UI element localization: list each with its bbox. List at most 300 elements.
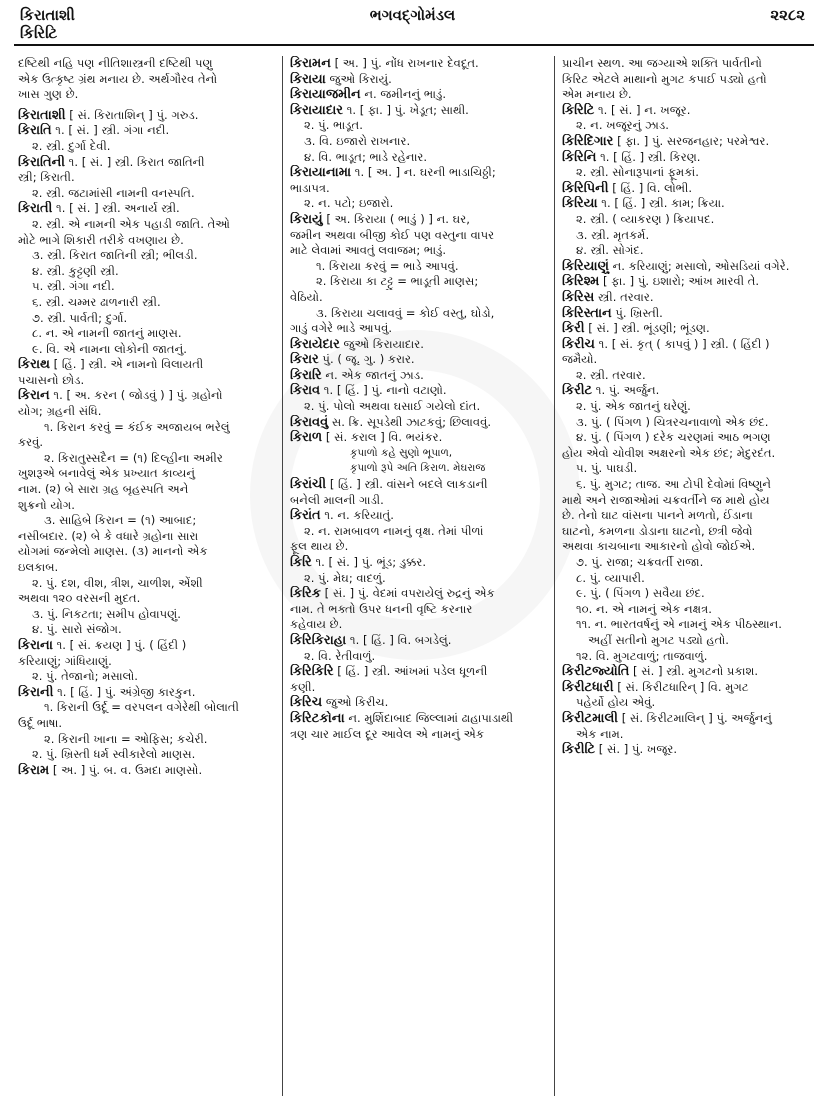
definition-text: અથવા કાચબાના આકારનો હોવો જોઈએ. [562,539,756,554]
definition-text: ૩. સ્ત્રી. મૃતકર્મ. [576,227,650,242]
headword: કિરીટ [562,383,593,399]
entry-line [290,415,546,431]
column-1 [18,56,274,1096]
headword: કિરાર [290,352,319,368]
definition-text: પચાસનો છોડ. [18,372,85,387]
definition-text: એક નામ. [576,726,624,741]
text-line [290,274,546,290]
text-line [18,482,274,498]
headword: કિરિયાણું [562,258,609,274]
entry-line [562,742,812,758]
entry-line [562,274,812,290]
text-line [290,446,546,462]
text-line [562,555,812,571]
text-line [562,539,812,555]
text-line [18,295,274,311]
text-line [562,477,812,493]
definition-text: ૫. સ્ત્રી. ગંગા નદી. [32,279,115,294]
definition-text: ૧૧. ન. ભારતવર્ષનું એ નામનું એક પીઠસ્થાન. [576,617,782,632]
definition-text: [ અ. ] પું. નોંધ રાખનાર દેવદૂત. [330,56,479,70]
definition-text: ઘાટનો, કમળના ડોડાના ઘાટનો, છત્રી જેવો [562,523,753,538]
definition-text: [ સં. ] સ્ત્રી. ભૂંડણી; ભૂંડણ. [584,321,710,336]
text-line [290,290,546,306]
definition-text: ૩. વિ. ઇજારો રાખનાર. [304,133,411,148]
definition-text: કણી. [290,679,316,694]
text-line [18,311,274,327]
headword: કિરાન [18,388,50,404]
definition-text: ૩. કિરાયા ચલાવવું = કોઈ વસ્તુ, ઘોડો, [316,305,495,320]
definition-text: પ્રાચીન સ્થળ. આ જગ્યાએ શક્તિ પાર્વતીનો [562,56,762,70]
headword: કિરિસ [562,289,595,305]
entry-line [290,72,546,88]
headword: કિરિક [290,586,321,602]
headword: કિરાતિ [18,123,52,139]
definition-text: ૯. પું. ( પિંગળ ) સવૈયા છંદ. [576,586,705,601]
entry-line [290,664,546,680]
text-line [562,571,812,587]
text-line [18,420,274,436]
guide-word-last: કિરિટિ [20,24,58,42]
headword: કિરીચ [562,336,595,352]
entry-line [562,383,812,399]
definition-text: ૧. [ સં. કૃત્ ( કાપવું ) ] સ્ત્રી. ( હિંદી ) [594,336,770,351]
headword: કિરાળ [290,430,323,446]
text-line [18,87,274,103]
text-line [562,228,812,244]
definition-text: ૩. પું. ( પિંગળ ) ચિત્રરચનાવાળો એક છંદ. [576,414,769,429]
definition-text: ૧. કિરાની ઉર્દૂ = વરપલન વગેરેથી બોલાતી [44,700,239,715]
definition-text: ૨. પું. તેજાનો; મસાલો. [32,669,138,684]
definition-text: પું. ખ્રિસ્તી. [611,305,663,320]
text-line [18,732,274,748]
text-line [18,498,274,514]
headword: કિરીટધારી [562,679,614,695]
entry-line [18,685,274,701]
entry-line [18,201,274,217]
definition-text: ૭. સ્ત્રી. પાર્વતી; દુર્ગા. [32,310,128,325]
definition-text: અથવા ૧૨૦ વરસની મુદત. [18,591,141,606]
definition-text: ૫. પું. પાઘડી. [576,461,638,476]
definition-text: [ અ. કિરાયા ( ભાડું ) ] ન. ઘર, [322,211,470,226]
headword: કિરિસ્તાન [562,305,612,321]
entry-line [290,508,546,524]
definition-text: નસીબદાર. (૨) બે કે વધારે ગ્રહોના સારા [18,528,199,543]
definition-text: ન. મુર્શિદાબાદ જિલ્લામાં ઢાહાપાડાથી [344,710,514,725]
headword: કિરાતિની [18,154,65,170]
entry-line [290,633,546,649]
text-line [562,118,812,134]
entry-line [290,711,546,727]
definition-text: [ ફા. ] પું. ઇશારો; આંખ મારવી તે. [599,274,760,289]
definition-text: વેઠિયો. [290,289,323,304]
headword: કિરારિ [290,367,322,383]
headword: કિરાયાનામા [290,165,352,181]
definition-text: [ સં. કિરાતાશિન્ ] પું. ગરુડ. [65,107,199,122]
text-line [18,279,274,295]
definition-text: હોય એવો ચોવીશ અક્ષરનો એક છંદ; મેદુરદંત. [562,445,776,460]
text-line [290,617,546,633]
definition-text: ૨. પું. દશ, વીશ, ત્રીશ, ચાળીશ, એંશી [32,575,203,590]
text-line [290,118,546,134]
definition-text: ૨. કિરાની ખાના = ઓફિસ; કચેરી. [44,731,208,746]
text-line [18,544,274,560]
text-line [18,233,274,249]
headword: કિરાના [18,637,53,653]
text-line [562,165,812,181]
entry-line [562,134,812,150]
definition-text: નામ. તે ભક્તો ઉપર ધનની વૃષ્ટિ કરનાર [290,601,473,616]
definition-text: ૪. પું. ( પિંગળ ) દરેક ચરણમાં આઠ ભગણ [576,430,771,445]
column-3 [562,56,812,1096]
entry-line [562,196,812,212]
headword: કિરામ [18,762,50,778]
definition-text: સ્ત્રી. તરવાર. [594,289,654,304]
definition-text: માથે અને રાજાઓમાં ચક્રવર્તીને જ માથે હોય [562,492,770,507]
page-header [0,4,825,46]
headword: કિરાંત [290,508,321,524]
text-line [290,571,546,587]
definition-text: ૬. સ્ત્રી. ચમ્મર ઢાળનારી સ્ત્રી. [32,294,161,309]
headword: કિરાયાદાર [290,102,344,118]
definition-text: અહીં સતીનો મુગટ પડ્યો હતો. [588,632,729,647]
definition-text: ૨. પું. ખ્રિસ્તી ધર્મ સ્વીકારેલો માણસ. [32,747,196,762]
text-line [290,461,546,477]
text-line [290,524,546,540]
definition-text: કરિયાણું; ગાંધિયાણું. [18,653,112,668]
text-line [562,493,812,509]
definition-text: સ. ક્રિ. સૂપડેથી ઝાટકવું; છિલાવવું. [328,414,491,429]
entry-line [290,368,546,384]
definition-text: ૧. [ અ. ] ન. ઘરની ભાડાચિઠ્ઠી; [351,165,496,180]
text-line [562,633,812,649]
text-line [290,306,546,322]
definition-text: ૨. સ્ત્રી. એ નામની એક પહાડી જાતિ. તેઓ [32,216,231,231]
text-line [18,342,274,358]
headword: કિરાવવું [290,414,329,430]
text-line [562,446,812,462]
text-line [18,264,274,280]
definition-text: યોગમાં જન્મેલો માણસ. (૩) માનનો એક [18,544,208,559]
text-line [18,654,274,670]
definition-text: ૮. ન. એ નામની જાતનું માણસ. [32,326,182,341]
definition-text: એમ મનાય છે. [562,87,632,102]
definition-text: ૨. ન. ખજૂરનું ઝાડ. [576,118,669,133]
text-line [290,680,546,696]
definition-text: [ હિં. ] વિ. લોભી. [608,180,693,195]
text-line [562,524,812,540]
definition-text: ૧. કિરાયા કરવું = ભાડે આપવું. [316,258,459,273]
definition-text: દષ્ટિથી નહિ પણ નીતિશાસ્ત્રની દષ્ટિથી પણુ [18,56,213,70]
entry-line [562,321,812,337]
text-line [18,669,274,685]
text-line [562,430,812,446]
text-line [18,716,274,732]
definition-text: ૨. કિરાયા કા ટટ્ટુ = ભાડૂતી માણસ; [316,274,479,289]
text-line [290,134,546,150]
entry-line [562,259,812,275]
text-line [562,352,812,368]
definition-text: ન. કરિયાણું; મસાલો, ઓસડિયાં વગેરે. [608,258,790,273]
text-line [18,576,274,592]
definition-text: ૬. પું. મુગટ; તાજ. આ ટોપી દેવોમાં વિષ્ણુને [576,477,772,492]
text-line [562,727,812,743]
definition-text: કહેવાય છે. [290,617,343,632]
definition-text: પહેર્યો હોય એવું. [576,695,656,710]
definition-text: બનેલી માલની ગાડી. [290,492,384,507]
text-line [290,602,546,618]
definition-text: ઇલકાબ. [18,560,59,574]
text-line [18,451,274,467]
headword: કિરિશ્મ [562,274,600,290]
headword: કિરિપિની [562,180,609,196]
text-line [562,586,812,602]
column-divider [282,56,283,1096]
entry-line [290,555,546,571]
column-2 [290,56,546,1096]
text-line [562,649,812,665]
definition-text: ૨. ન. રામબાવળ નામનું વૃક્ષ. તેમાં પીળાં [304,523,484,538]
definition-text: શુક્રનો યોગ. [18,497,75,512]
entry-line [290,383,546,399]
text-line [18,404,274,420]
definition-text: ૨. પું. ભાડૂત. [304,118,363,133]
definition-text: છે. તેનો ઘાટ વાંસના પાનને મળતો, ઈંડાના [562,508,753,523]
definition-text: [ સં. કિરીટધારિન્ ] વિ. મુગટ [613,679,749,694]
definition-text: ૯. વિ. એ નામના લોકોની જાતનું. [32,341,187,356]
definition-text: [ ફા. ] પું. સરજનહાર; પરમેશ્વર. [613,133,770,148]
definition-text: [ હિં. ] સ્ત્રી. એ નામનો વિલાયતી [50,357,204,372]
definition-text: મોટે ભાગે શિકારી તરીકે વખણાય છે. [18,232,184,247]
text-line [18,217,274,233]
guide-word-first: કિરાતાશી [20,6,75,24]
definition-text: કૃપાળો રૂપે અતિ કિરાળ. મેઘરાજ [350,462,486,475]
entry-line [18,155,274,171]
text-line [562,243,812,259]
text-line [562,415,812,431]
text-line [290,321,546,337]
definition-text: ૩. પું. નિકટતા; સમીપ હોવાપણું. [32,606,181,621]
entry-line [18,108,274,124]
headword: કિરિ [290,555,312,570]
definition-text: [ સં. કરાલ ] વિ. ભયંકર. [322,430,443,445]
entry-line [562,150,812,166]
entry-line [290,695,546,711]
definition-text: ૨. પું. પોલો અથવા ઘસાઈ ગયેલો દાંત. [304,399,481,414]
definition-text: ગાડું વગેરે ભાડે આપવું. [290,321,393,336]
headword: કિરાયાજમીન [290,87,361,103]
text-line [290,399,546,415]
definition-text: ૨. ન. પટો; ઇજારો. [304,196,394,211]
text-line [18,466,274,482]
definition-text: ૧. [ હિં. ] પું. અંગ્રેજી કારકુન. [53,684,196,699]
definition-text: જમૈયો. [562,352,598,367]
text-line [562,368,812,384]
definition-text: ૩. સ્ત્રી. કિરાત જાતિની સ્ત્રી; ભીલડી. [32,248,198,263]
definition-text: જુઓ કિરાયાદાર. [339,336,424,351]
definition-text: ૨. પું. એક જાતનું ઘરેણું. [576,399,691,414]
text-line [18,72,274,88]
definition-text: ૧. [ હિં. ] સ્ત્રી. કિરણ. [596,149,701,164]
definition-text: [ સં. કિરીટમાલિન્ ] પું. અર્જુનનું [618,710,772,725]
text-line [562,87,812,103]
text-line [562,212,812,228]
entry-line [290,477,546,493]
headword: કિરિકિરિ [290,664,334,680]
definition-text: ન. જમીનનું ભાડું. [360,87,447,102]
text-line [290,539,546,555]
definition-text: ૮. પું. વ્યાપારી. [576,570,645,585]
entry-line [562,337,812,353]
definition-text: [ હિં. ] સ્ત્રી. આંખમાં પડેલ ધૂળની [333,664,488,679]
text-line [18,373,274,389]
definition-text: ૧. [ સં. ] ન. ખજૂર. [594,102,691,117]
definition-text: ખાસ ગુણ છે. [18,87,79,102]
headword: કિરામન [290,56,331,71]
definition-text: માટે લેવામાં આવતું લવાજમ; ભાડું. [290,243,447,258]
text-line [18,700,274,716]
definition-text: પું. ( જૂ. ગુ. ) કરાર. [318,352,415,367]
definition-text: ૨. કિરાતુસ્સદૈન = (૧) દિલ્હીના અમીર [44,450,223,465]
entry-line [18,357,274,373]
entry-line [562,103,812,119]
entry-line [290,337,546,353]
definition-text: એક ઉત્કૃષ્ટ ગ્રંથ મનાય છે. અર્થગૌરવ તેનો [18,71,218,86]
text-line [290,181,546,197]
entry-line [562,711,812,727]
definition-text: [ સં. ] પું. ખજૂર. [595,742,677,757]
text-line [562,72,812,88]
definition-text: ૨. સ્ત્રી. સોનારૂપાનાં ફૂમકાં. [576,165,699,180]
text-line [18,607,274,623]
definition-text: ૧. પું. અર્જુન. [592,383,660,398]
text-line [562,56,812,72]
headword: કિરાથ [18,357,50,373]
definition-text: ૩. સાહિબે કિરાન = (૧) આબાદ; [44,513,197,528]
definition-text: ૧. [ સં. ] સ્ત્રી. કિરાત જાતિની [64,154,205,169]
definition-text: ૧. કિરાન કરવું = કંઈક અજાયબ ભરેલું [44,419,230,434]
definition-text: ૭. પું. રાજા; ચક્રવર્તી રાજા. [576,555,704,569]
definition-text: ૧. [ સં. ] પું. ભૂંડ; ડુક્કર. [311,555,427,569]
definition-text: ૪. વિ. ભાડૂત; ભાડે રહેનાર. [304,149,428,164]
definition-text: જમીન અથવા બીજી કોઈ પણ વસ્તુના વાપર [290,227,495,242]
text-line [18,248,274,264]
definition-text: ત્રણ ચાર માઈલ દૂર આવેલ એ નામનું એક [290,726,485,741]
headword: કિરિટકોના [290,710,345,726]
definition-text: [ સં. ] સ્ત્રી. મુગટનો પ્રકાશ. [629,664,759,679]
definition-text: ૨. વિ. રેતીવાળું. [304,648,376,663]
definition-text: કિરિટ એટલે માથાનો મુગટ કપાઈ પડ્યો હતો [562,71,767,86]
headword: કિરાવ [290,383,321,399]
definition-text: ઉર્દૂ ભાષા. [18,715,63,730]
headword: કિરી [562,321,585,337]
text-line [18,513,274,529]
entry-line [562,290,812,306]
entry-line [18,638,274,654]
headword: કિરિકિરાહા [290,632,347,648]
definition-text: ૨. સ્ત્રી. જટામાંસી નામની વનસ્પતિ. [32,185,195,200]
definition-text: નામ. (૨) બે સારા ગ્રહ બૃહસ્પતિ અને [18,482,189,497]
column-divider [554,56,555,1096]
page-number: ૨૨૮૨ [770,6,805,24]
definition-text: ૧. [ ફા. ] પું. ખેડૂત; સાથી. [343,102,469,117]
headword: કિરાની [18,684,54,700]
definition-text: ખુશરૂએ બનાવેલું એક પ્રખ્યાત કાવ્યનું [18,466,195,481]
definition-text: ૧. [ હિં. ] પું. નાનો વટાણો. [320,383,447,398]
text-line [290,243,546,259]
entry-line [562,680,812,696]
text-line [18,186,274,202]
text-line [290,727,546,743]
text-line [18,170,274,186]
headword: કિરાંચી [290,477,327,493]
text-line [18,435,274,451]
definition-text: જુઓ કિરાયું. [325,71,392,86]
definition-text: ૧. [ હિં. ] સ્ત્રી. કામ; ક્રિયા. [597,196,725,211]
book-title: ભગવદ્ગોમંડલ [369,6,456,24]
definition-text: [ હિં. ] સ્ત્રી. વાંસને બદલે લાકડાની [326,477,488,492]
definition-text: કૃપાળો કહે સુણો ભૂપાળ, [350,446,453,459]
headword: કિરાતી [18,201,53,217]
headword: કિરાતાશી [18,107,66,123]
text-line [562,695,812,711]
entry-line [290,103,546,119]
text-line [562,602,812,618]
text-line [18,326,274,342]
definition-text: ૧. [ સં. ] સ્ત્રી. અનાર્ય સ્ત્રી. [52,201,180,216]
text-line [18,560,274,576]
entry-line [290,56,546,72]
definition-text: કરવું. [18,435,44,450]
definition-text: ૨. પું. મેઘ; વાદળું. [304,570,386,585]
entry-line [18,388,274,404]
headword: કિરિચ [290,695,323,711]
text-line [18,529,274,545]
headword: કિરીટમાલી [562,710,619,726]
entry-line [18,123,274,139]
definition-text: [ સં. ] પું. વેદમાં વપરાયેલું રુદ્રનું એક [320,586,495,601]
header-rule [14,44,814,46]
definition-text: ૪. સ્ત્રી. સોગંદ. [576,243,644,258]
entry-line [290,430,546,446]
definition-text: ન. એક જાતનું ઝાડ. [321,367,424,382]
definition-text: ૧. ન. કરિયાતું. [320,508,394,523]
entry-line [562,181,812,197]
text-line [290,228,546,244]
definition-text: ભાડાપત્ર. [290,180,330,195]
text-line [290,150,546,166]
entry-line [290,212,546,228]
definition-text: ૨. સ્ત્રી. તરવાર. [576,367,646,382]
headword: કિરિદિગાર [562,133,614,149]
definition-text: ૧૨. વિ. મુગટવાળું; તાજવાળું. [576,648,708,663]
definition-text: યોગ; ગ્રહની સંધિ. [18,404,102,419]
entry-line [290,586,546,602]
definition-text: ૧૦. ન. એ નામનું એક નક્ષત્ર. [576,601,712,616]
text-line [290,196,546,212]
definition-text: [ અ. ] પું. બ. વ. ઉમદા માણસો. [49,762,203,777]
text-line [562,399,812,415]
headword: કિરિયા [562,196,598,212]
entry-line [290,87,546,103]
entry-line [290,165,546,181]
definition-text: સ્ત્રી; કિરાતી. [18,170,75,185]
definition-text: ૧. [ સં. ક્રયણ ] પું. ( હિંદી ) [52,637,187,652]
definition-text: ફૂલ થાય છે. [290,539,349,554]
text-line [18,56,274,72]
headword: કિરિનિ [562,149,597,165]
definition-text: ૨. સ્ત્રી. ( વ્યાકરણ ) ક્રિયાપદ. [576,211,715,226]
headword: કિરિટિ [562,102,595,118]
